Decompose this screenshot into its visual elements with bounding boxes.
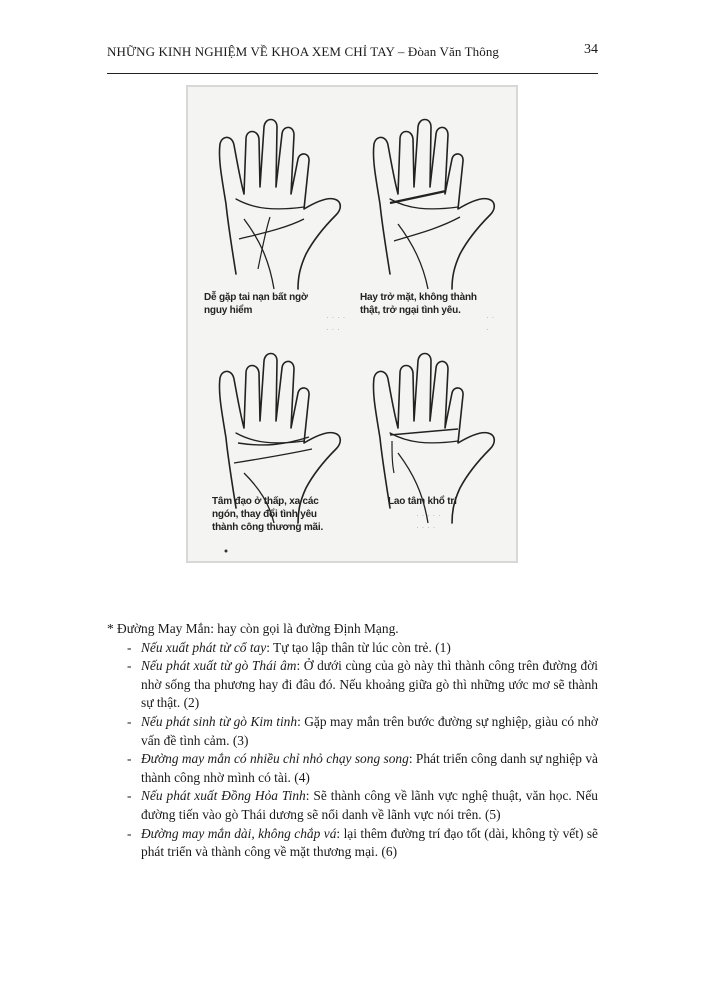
header-title: NHỮNG KINH NGHIỆM VỀ KHOA XEM CHỈ TAY – Đòan Văn Thông — [107, 44, 500, 59]
list-item: - Đường may mắn có nhiều chỉ nhỏ chạy song song: Phát triển công danh sự nghiệp và thành công nhờ mình có tài. (4) — [127, 751, 598, 785]
hand-drawing-2 — [373, 120, 494, 290]
faded-bleedthrough-text: · · · · · · · — [326, 312, 346, 334]
list-item: - Nếu xuất phát từ cổ tay: Tự tạo lập thân từ lúc còn trẻ. (1) — [127, 639, 451, 655]
list-item: - Nếu phát sinh từ gò Kim tinh: Gặp may mắn trên bước đường sự nghiệp, giàu có nhờ vấn đề tình cảm. (3) — [127, 713, 599, 748]
caption-bottom-left: Tâm đạo ở thấp, xa các ngón, thay đổi tình yêu thành công thương mãi. — [212, 496, 324, 533]
header-divider — [107, 73, 598, 74]
faded-bleedthrough-text: · · · — [486, 312, 495, 334]
luck-line-list — [107, 639, 598, 862]
body-text — [107, 620, 598, 862]
page-number: 34 — [584, 42, 598, 57]
caption-top-right: Hay trở mặt, không thành thật, trở ngại tình yêu. — [360, 292, 477, 316]
list-item: - Đường may mắn dài, không chắp vá: lại thêm đường trí đạo tốt (dài, không tỳ vết) sẽ phát triển và thành công về mặt thương mại. (6) — [127, 825, 598, 860]
list-item: - Nếu phát xuất Đồng Hỏa Tinh: Sẽ thành công về lãnh vực nghệ thuật, văn học. Nếu đường tiến vào gò Thái dương sẽ nổi danh về lãnh vực nói trên. (5) — [127, 788, 598, 822]
list-item: - Nếu phát xuất từ gò Thái âm: Ở dưới cùng của gò này thì thành công trên đường đời nhờ sống tha phương hay đi đâu đó. Nếu khoảng giữa gò thì những ước mơ sẽ thành sự thật. (2) — [127, 658, 598, 711]
caption-top-left: Dễ gặp tai nạn bất ngờ nguy hiểm — [204, 292, 308, 316]
hand-drawing-1 — [219, 120, 340, 290]
palm-illustration — [186, 85, 518, 563]
caption-bottom-right: Lao tâm khổ trí — [388, 496, 457, 507]
page-header — [107, 40, 598, 62]
palm-drawings — [186, 85, 518, 563]
faded-bleedthrough-text: · · · · · · · · · — [416, 510, 441, 532]
section-intro: * Đường May Mắn: hay còn gọi là đường Định Mạng. — [107, 621, 399, 636]
